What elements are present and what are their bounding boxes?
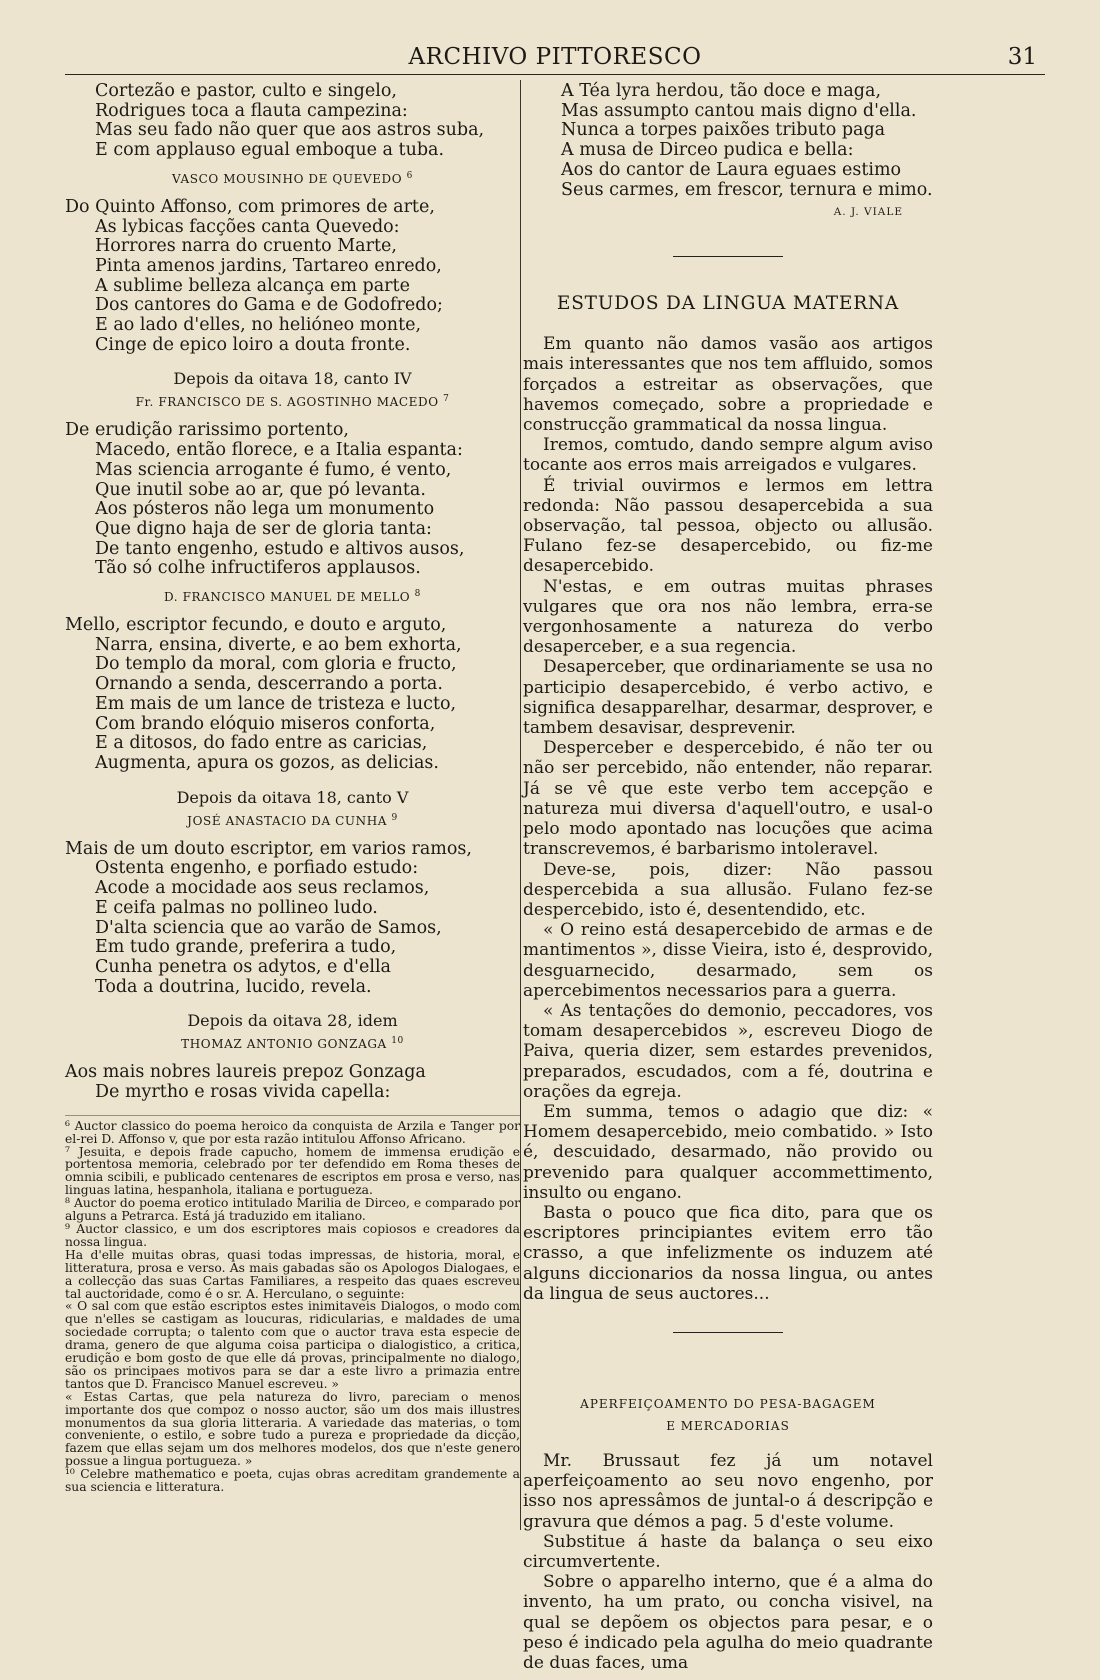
verse-line: Narra, ensina, diverte, e ao bem exhorta, (95, 634, 462, 655)
verse-line: Nunca a torpes paixões tributo paga (561, 120, 886, 141)
verse-line: De tanto engenho, estudo e altivos ausos, (95, 538, 465, 559)
section-note: Depois da oitava 18, canto V (176, 787, 409, 807)
page-number: 31 (1007, 44, 1037, 70)
verse-line: Cortezão e pastor, culto e singelo, (95, 81, 397, 101)
footnotes (65, 1115, 520, 1494)
verse-line: Que digno haja de ser de gloria tanta: (95, 518, 432, 539)
article-heading (523, 1393, 933, 1437)
verse-line: E com applauso egual emboque a tuba. (95, 140, 445, 161)
footnote: « Estas Cartas, que pela natureza do livro, pareciam o menos importante dos que compoz o nosso auctor, são um dos mais illustres monumentos da sua gloria litteraria. A variedade das materias, o tom conveniente, o estilo, e sobre tudo a pureza e propriedade da dicção, fazem que ellas sejam um dos melhores modelos, dos que n'este genero possue a lingua portugueza. » (65, 1389, 520, 1469)
verse-line: Horrores narra do cruento Marte, (95, 236, 397, 257)
verse-line: Do Quinto Affonso, com primores de arte, (65, 196, 435, 217)
article-paragraph: Basta o pouco que fica dito, para que os escriptores principiantes evitem erro tão crasso, a que infelizmente os induzem até alguns diccionarios da nossa lingua, ou antes da lingua de seus auctores... (523, 1202, 933, 1304)
verse-line: Aos pósteros não lega um monumento (95, 499, 435, 520)
author-signature: A. J. VIALE (833, 206, 903, 219)
article-paragraph: Em summa, temos o adagio que diz: « Homem desapercebido, meio combatido. » Isto é, descuidado, desarmado, não provido ou prevenido para qualquer accommettimento, insulto ou engano. (523, 1101, 933, 1203)
verse-line: Mas assumpto cantou mais digno d'ella. (561, 100, 917, 121)
verse-line: Pinta amenos jardins, Tartareo enredo, (95, 255, 442, 276)
page-header (65, 40, 1045, 75)
heading-line: E MERCADORIAS (666, 1418, 790, 1433)
section-note: Depois da oitava 28, idem (187, 1011, 398, 1031)
article-heading: ESTUDOS DA LINGUA MATERNA (556, 293, 900, 315)
verse-line: Que inutil sobe ao ar, que pó levanta. (95, 479, 426, 500)
poet-heading: Fr. FRANCISCO DE S. AGOSTINHO MACEDO $^7$ (135, 394, 450, 410)
verse-line: D'alta sciencia que ao varão de Samos, (95, 917, 442, 938)
verse-line: Rodrigues toca a flauta campezina: (95, 100, 408, 121)
verse-line: A musa de Dirceo pudica e bella: (561, 140, 854, 161)
left-column (65, 82, 520, 1494)
article-paragraph: Iremos, comtudo, dando sempre algum aviso tocante aos erros mais arreigados e vulgares. (523, 435, 933, 476)
article-paragraph: Desaperceber, que ordinariamente se usa no participio desapercebido, é verbo activo, e significa desapparelhar, desarmar, desprover, e tambem desavisar, desprevenir. (523, 657, 933, 739)
verse-line: Augmenta, apura os gozos, as delicias. (95, 752, 439, 773)
article-paragraph: Mr. Brussaut fez já um notavel aperfeiçoamento ao seu novo engenho, por isso nos apressâmos de juntal-o á descripção e gravura que démos a pag. 5 d'este volume. (523, 1450, 933, 1532)
verse-line: De myrtho e rosas vivida capella: (95, 1082, 391, 1103)
stanza-cunha (65, 840, 520, 998)
poet-heading: VASCO MOUSINHO DE QUEVEDO $^6$ (172, 170, 413, 186)
verse-line: Do templo da moral, com gloria e fructo, (95, 654, 457, 675)
verse-line: Dos cantores do Gama e de Godofredo; (95, 295, 443, 316)
column-divider (520, 80, 521, 1530)
article-paragraph: Desperceber e despercebido, é não ter ou não ser percebido, não entender, não reparar. Já se vê que este verbo tem accepção e natureza mui diversa d'aquell'outro, e usal-o pelo modo apontado nas locuções que acima transcrevemos, é barbarismo intoleravel. (523, 738, 933, 860)
verse-line: Cunha penetra os adytos, e d'ella (95, 956, 391, 977)
stanza-gonzaga-cont (523, 82, 933, 200)
verse-line: Seus carmes, em frescor, ternura e mimo. (561, 179, 933, 200)
footnote: ⁹ Auctor classico, e um dos escriptores mais copiosos e creadores da nossa lingua. (65, 1221, 520, 1249)
verse-line: Macedo, então florece, e a Italia espanta: (95, 440, 463, 461)
footnote: ⁷ Jesuita, e depois frade capucho, homem de immensa erudição e portentosa memoria, celebrado por ter defendido em Roma theses de omnia scibili, e publicado centenares de escriptos em prosa e verso, nas linguas latina, hespanhola, italiana e portugueza. (65, 1144, 520, 1198)
article-paragraph: Deve-se, pois, dizer: Não passou despercebida a sua allusão. Fulano fez-se despercebido, isto é, desentendido, etc. (523, 859, 933, 920)
verse-line: Aos do cantor de Laura eguaes estimo (561, 159, 902, 180)
verse-line: De erudição rarissimo portento, (65, 420, 349, 441)
verse-line: Em tudo grande, preferira a tudo, (95, 937, 397, 958)
verse-line: E a ditosos, do fado entre as caricias, (95, 733, 428, 754)
verse-line: Mas seu fado não quer que aos astros suba, (95, 120, 485, 141)
stanza-gonzaga (65, 1063, 520, 1102)
footnote: Ha d'elle muitas obras, quasi todas impressas, de historia, moral, e litteratura, prosa e verso. As mais gabadas são os Apologos Dialogaes, e a collecção das suas Cartas Familiares, a respeito das quaes escreveu tal auctoridade, como é o sr. A. Herculano, o seguinte: (65, 1247, 520, 1301)
article-paragraph: Sobre o apparelho interno, que é a alma do invento, ha um prato, ou concha visivel, na qual se depõem os objectos para pesar, e o peso é indicado pela agulha do meio quadrante de duas faces, uma (523, 1572, 933, 1673)
verse-line: As lybicas facções canta Quevedo: (95, 216, 400, 237)
verse-line: E ao lado d'elles, no helióneo monte, (95, 315, 422, 336)
stanza-mello (65, 616, 520, 774)
section-rule (673, 256, 783, 257)
verse-line: Mello, escriptor fecundo, e douto e arguto, (65, 615, 447, 636)
stanza-rodrigues (65, 82, 520, 161)
verse-line: Mas sciencia arrogante é fumo, é vento, (95, 459, 452, 480)
right-column (523, 82, 933, 1673)
verse-line: Em mais de um lance de tristeza e lucto, (95, 693, 457, 714)
verse-line: E ceifa palmas no pollineo ludo. (95, 897, 378, 918)
stanza-macedo (65, 421, 520, 579)
article-paragraph: « O reino está desapercebido de armas e de mantimentos », disse Vieira, isto é, desprovido, desguarnecido, desarmado, sem os apercebimentos necessarios para a guerra. (523, 920, 933, 1001)
article-paragraph: « As tentações do demonio, peccadores, vos tomam desapercebidos », escreveu Diogo de Paiva, queria dizer, sem estardes prevenidos, preparados, escudados, com a fé, doutrina e orações da egreja. (523, 1000, 933, 1102)
article-paragraph: N'estas, e em outras muitas phrases vulgares que ora nos não lembra, erra-se vergonhosamente a natureza do verbo desaperceber, e a sua regencia. (523, 576, 933, 658)
verse-line: Com brando elóquio miseros conforta, (95, 713, 436, 734)
verse-line: Toda a doutrina, lucido, revela. (95, 976, 372, 997)
verse-line: A sublime belleza alcança em parte (95, 275, 410, 296)
footnote: ⁸ Auctor do poema erotico intitulado Marilia de Dirceo, e comparado por alguns a Petrarca. Está já traduzido em italiano. (65, 1196, 520, 1224)
verse-line: A Téa lyra herdou, tão doce e maga, (561, 81, 882, 101)
verse-line: Tão só colhe infructiferos applausos. (95, 558, 421, 579)
section-note: Depois da oitava 18, canto IV (173, 369, 412, 389)
verse-line: Cinge de epico loiro a douta fronte. (95, 334, 411, 355)
article-paragraph: É trivial ouvirmos e lermos em lettra redonda: Não passou desapercebida a sua observação, tal pessoa, objecto ou allusão. Fulano fez-se desapercebido, ou fiz-me desapercebido. (523, 475, 933, 577)
stanza-quevedo (65, 198, 520, 356)
verse-line: Ostenta engenho, e porfiado estudo: (95, 858, 419, 879)
verse-line: Acode a mocidade aos seus reclamos, (95, 878, 430, 899)
publication-title: ARCHIVO PITTORESCO (408, 44, 702, 70)
poet-heading: D. FRANCISCO MANUEL DE MELLO $^8$ (163, 589, 421, 605)
verse-line: Aos mais nobres laureis prepoz Gonzaga (65, 1062, 426, 1083)
verse-line: Ornando a senda, descerrando a porta. (95, 674, 443, 695)
footnote: ¹⁰ Celebre mathematico e poeta, cujas obras acreditam grandemente a sua sciencia e litteratura. (65, 1467, 520, 1495)
footnote: « O sal com que estão escriptos estes inimitaveis Dialogos, o modo com que n'elles se castigam as loucuras, ridicularias, e maldades de uma sociedade corrupta; o talento com que o auctor trava esta especie de drama, genero de que alguma coisa participa o dialogistico, a critica, erudição e bom gosto de que elle dá provas, principalmente no dialogo, são os principaes motivos para se dar a este livro a primazia entre tantos que D. Francisco Manuel escreveu. » (65, 1299, 520, 1391)
footnote: ⁶ Auctor classico do poema heroico da conquista de Arzila e Tanger por el-rei D. Affonso v, que por esta razão intitulou Affonso Africano. (65, 1118, 520, 1146)
article-paragraph: Em quanto não damos vasão aos artigos mais interessantes que nos tem affluido, somos forçados a estreitar as observações, que havemos começado, sobre a propriedade e construcção grammatical da nossa lingua. (523, 334, 933, 436)
verse-line: Mais de um douto escriptor, em varios ramos, (65, 838, 472, 859)
poet-heading: THOMAZ ANTONIO GONZAGA $^{10}$ (181, 1036, 404, 1052)
heading-line: APERFEIÇOAMENTO DO PESA-BAGAGEM (580, 1396, 876, 1411)
section-rule (673, 1332, 783, 1333)
article-paragraph: Substitue á haste da balança o seu eixo circumvertente. (523, 1531, 933, 1572)
poet-heading: JOSÉ ANASTACIO DA CUNHA $^9$ (187, 812, 398, 828)
